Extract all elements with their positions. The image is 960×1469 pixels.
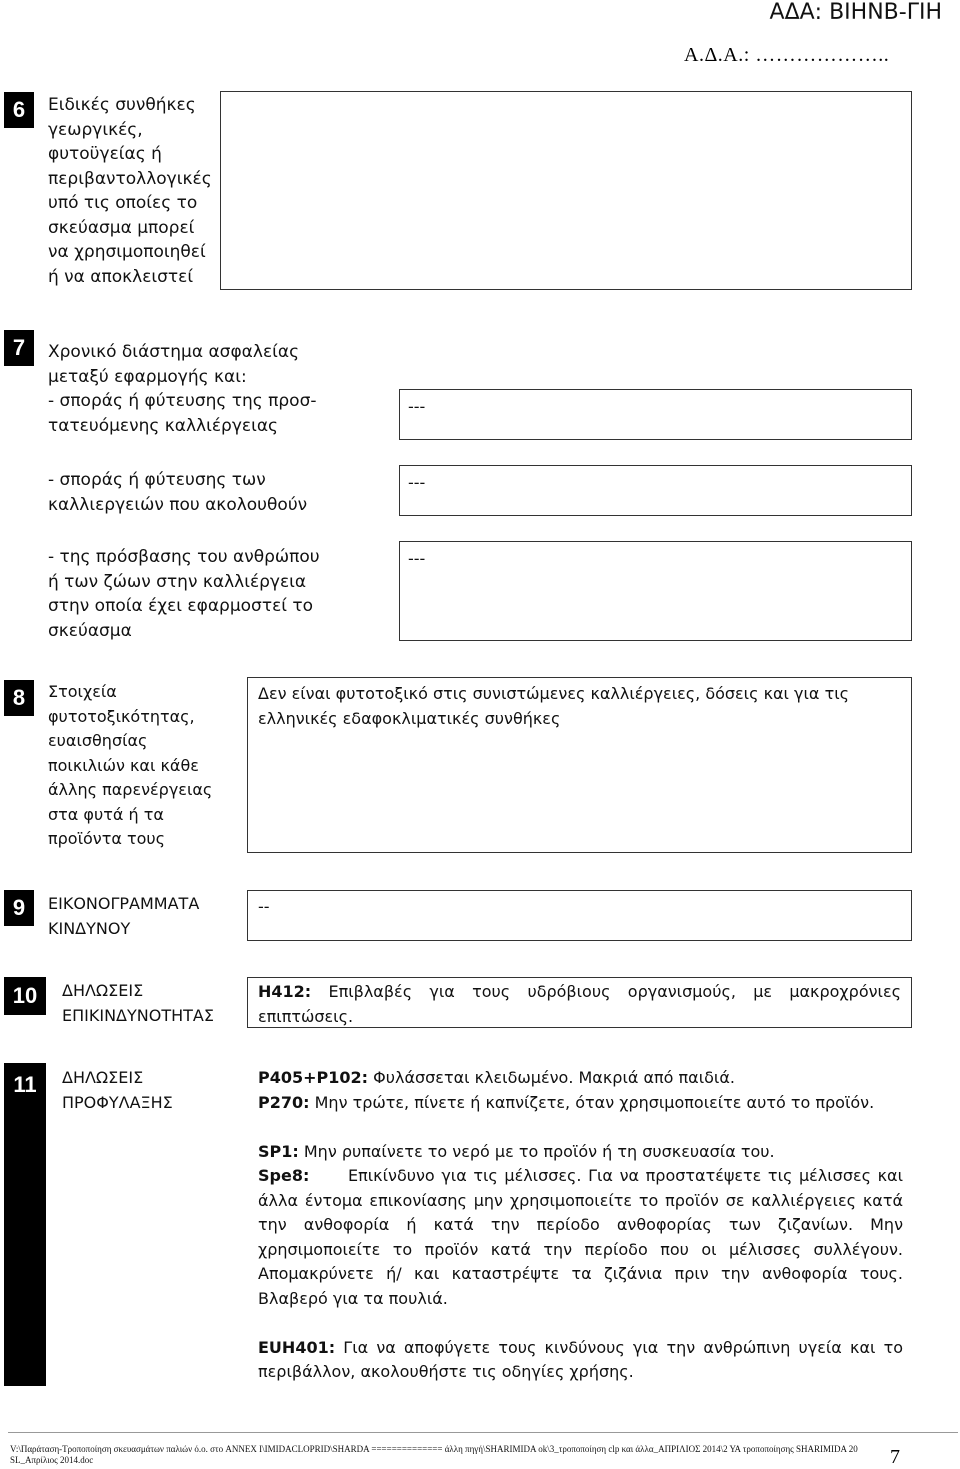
row-9-label: ΕΙΚΟΝΟΓΡΑΜΜΑΤΑ ΚΙΝΔΥΝΟΥ bbox=[48, 894, 200, 938]
row-7-value-1: --- bbox=[399, 389, 912, 440]
row-9-value: -- bbox=[247, 890, 912, 941]
row-number-6: 6 bbox=[4, 92, 34, 128]
row-8-value: Δεν είναι φυτοτοξικό στις συνιστώμενες καλλιέργειες, δόσεις και για τις ελληνικές εδαφοκλιματικές συνθήκες bbox=[247, 677, 912, 853]
euh401-statement: EUH401: Για να αποφύγετε τους κινδύνους για την ανθρώπινη υγεία και το περιβάλλον, ακολουθήστε τις οδηγίες χρήσης. bbox=[258, 1337, 903, 1381]
row-6-value-box bbox=[220, 91, 912, 290]
row-10-value: H412: Επιβλαβές για τους υδρόβιους οργανισμούς, με μακροχρόνιες επιπτώσεις. bbox=[247, 977, 912, 1028]
row-7-value-3: --- bbox=[399, 541, 912, 641]
h412-code: H412: bbox=[258, 982, 312, 1001]
row-7-sub-3-label: - της πρόσβασης του ανθρώπου ή των ζώων στην καλλιέργεια στην οποία έχει εφαρμοστεί το σκεύασμα bbox=[48, 547, 320, 641]
row-8-label: Στοιχεία φυτοτοξικότητας, ευαισθησίας ποικιλιών και κάθε άλλης παρενέργειας στα φυτά ή τα προϊόντα τους bbox=[48, 682, 213, 848]
ada-label: Α.Δ.Α.: ……………….. bbox=[684, 44, 890, 66]
row-6-label: Ειδικές συνθήκες γεωργικές, φυτοϋγείας ή περιβαντολλογικές υπό τις οποίες το σκεύασμα μπορεί να χρησιμοποιηθεί ή να αποκλειστεί bbox=[48, 95, 212, 287]
ada-code: ΑΔΑ: ΒΙΗΝΒ-ΓΙΗ bbox=[769, 0, 942, 25]
row-7-sub-2-label: - σποράς ή φύτευσης των καλλιεργειών που ακολουθούν bbox=[48, 470, 308, 515]
row-number-9: 9 bbox=[4, 890, 34, 926]
row-7-value-2: --- bbox=[399, 465, 912, 516]
row-11-label: ΔΗΛΩΣΕΙΣ ΠΡΟΦΥΛΑΞΗΣ bbox=[62, 1068, 173, 1112]
footer-path: V:\Παράταση-Τροποποίηση σκευασμάτων παλιών ό.ο. στο ANNEX I\IMIDACLOPRID\SHARDA ============== άλλη πηγή\SHARIMIDA ok\3_τροποποίηση clp και άλλα_ΑΠΡΙΛΙΟΣ 2014\2 ΥΑ τροποποίησης SHARIMIDA 20 SL_Απρίλιος 2014.doc bbox=[10, 1444, 858, 1465]
row-11-number-bar bbox=[4, 1063, 46, 1386]
row-7-label: Χρονικό διάστημα ασφαλείας μεταξύ εφαρμογής και: - σποράς ή φύτευσης της προσ- τατευόμενης καλλιέργειας bbox=[48, 342, 317, 436]
spe8-statement: Spe8: Επικίνδυνο για τις μέλισσες. Για να προστατέψετε τις μέλισσες και άλλα έντομα επικονίασης μην χρησιμοποιείτε το προϊόν σε καλλιέργειες κατά την ανθοφορία ή κατά την περίοδο ανθοφορίας των ζιζανίων. Μην χρησιμοποιείτε το προϊόν κατά την περίοδο που οι μέλισσες συλλέγουν. Απομακρύνετε ή/ και καταστρέψτε τα ζιζάνια πριν την ανθοφορία τους. Βλαβερό για τα πουλιά. bbox=[258, 1166, 903, 1308]
row-11-value bbox=[258, 1066, 903, 1385]
page-number: 7 bbox=[890, 1446, 900, 1468]
row-number-7: 7 bbox=[4, 330, 34, 366]
row-number-11: 11 bbox=[13, 1072, 37, 1097]
p270-statement: P270: Μην τρώτε, πίνετε ή καπνίζετε, όταν χρησιμοποιείτε αυτό το προϊόν. bbox=[258, 1092, 875, 1112]
row-number-8: 8 bbox=[4, 680, 34, 716]
footer-divider bbox=[8, 1432, 958, 1433]
row-10-label: ΔΗΛΩΣΕΙΣ ΕΠΙΚΙΝΔΥΝΟΤΗΤΑΣ bbox=[62, 981, 214, 1025]
p405-statement: P405+P102: Φυλάσσεται κλειδωμένο. Μακριά από παιδιά. bbox=[258, 1068, 735, 1087]
sp1-statement: SP1: Μην ρυπαίνετε το νερό με το προϊόν ή τη συσκευασία του. bbox=[258, 1141, 775, 1161]
row-number-10: 10 bbox=[4, 977, 46, 1015]
